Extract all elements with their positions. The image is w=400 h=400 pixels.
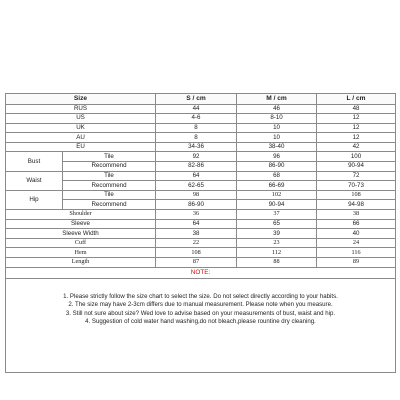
table-row bbox=[6, 133, 396, 143]
cell-m: 68 bbox=[237, 171, 317, 181]
cell-l: 89 bbox=[317, 258, 396, 268]
table-row bbox=[6, 200, 396, 210]
cell-s: 92 bbox=[156, 152, 237, 162]
cell-m: 10 bbox=[237, 133, 317, 143]
row-label: Tile bbox=[63, 152, 156, 162]
row-label: AU bbox=[6, 133, 156, 143]
note-body bbox=[6, 278, 396, 372]
cell-s: 87 bbox=[156, 258, 237, 268]
table-row bbox=[6, 104, 396, 114]
cell-l: 90-94 bbox=[317, 162, 396, 172]
cell-l: 108 bbox=[317, 190, 396, 200]
cell-m: 46 bbox=[237, 104, 317, 114]
row-label: Hem bbox=[6, 248, 156, 258]
table-row bbox=[6, 210, 396, 220]
cell-l: 48 bbox=[317, 104, 396, 114]
cell-s: 98 bbox=[156, 190, 237, 200]
row-label: Sleeve Width bbox=[6, 229, 156, 239]
cell-l: 24 bbox=[317, 238, 396, 248]
cell-s: 64 bbox=[156, 171, 237, 181]
cell-s: 38 bbox=[156, 229, 237, 239]
cell-m: 66-69 bbox=[237, 181, 317, 191]
cell-m: 86-90 bbox=[237, 162, 317, 172]
cell-s: 8 bbox=[156, 123, 237, 133]
table-row bbox=[6, 238, 396, 248]
cell-s: 64 bbox=[156, 219, 237, 229]
group-label-bust: Bust bbox=[6, 152, 63, 171]
cell-l: 66 bbox=[317, 219, 396, 229]
note-title-row bbox=[6, 267, 396, 278]
table-row bbox=[6, 171, 396, 181]
note-line-2: 2. The size may have 2-3cm differs due to manual measurement. Please note when you measure. bbox=[68, 301, 333, 309]
size-table bbox=[5, 93, 396, 373]
row-label: EU bbox=[6, 142, 156, 152]
row-label: Recommend bbox=[63, 162, 156, 172]
header-m: M / cm bbox=[237, 94, 317, 105]
cell-m: 39 bbox=[237, 229, 317, 239]
cell-s: 108 bbox=[156, 248, 237, 258]
cell-l: 116 bbox=[317, 248, 396, 258]
cell-l: 94-98 bbox=[317, 200, 396, 210]
cell-l: 12 bbox=[317, 114, 396, 124]
note-title: NOTE: bbox=[6, 267, 396, 278]
cell-m: 10 bbox=[237, 123, 317, 133]
cell-m: 38-40 bbox=[237, 142, 317, 152]
row-label: US bbox=[6, 114, 156, 124]
cell-s: 44 bbox=[156, 104, 237, 114]
row-label: UK bbox=[6, 123, 156, 133]
group-label-hip: Hip bbox=[6, 190, 63, 209]
table-row bbox=[6, 162, 396, 172]
row-label: Tile bbox=[63, 190, 156, 200]
row-label: Sleeve bbox=[6, 219, 156, 229]
cell-m: 102 bbox=[237, 190, 317, 200]
table-row bbox=[6, 248, 396, 258]
table-row bbox=[6, 152, 396, 162]
table-row bbox=[6, 229, 396, 239]
row-label: RUS bbox=[6, 104, 156, 114]
group-label-waist: Waist bbox=[6, 171, 63, 190]
table-row bbox=[6, 258, 396, 268]
row-label: Recommend bbox=[63, 200, 156, 210]
cell-m: 23 bbox=[237, 238, 317, 248]
cell-m: 8-10 bbox=[237, 114, 317, 124]
cell-l: 42 bbox=[317, 142, 396, 152]
cell-m: 112 bbox=[237, 248, 317, 258]
cell-l: 12 bbox=[317, 123, 396, 133]
row-label: Cuff bbox=[6, 238, 156, 248]
table-row bbox=[6, 114, 396, 124]
cell-m: 65 bbox=[237, 219, 317, 229]
header-l: L / cm bbox=[317, 94, 396, 105]
cell-s: 34-36 bbox=[156, 142, 237, 152]
header-s: S / cm bbox=[156, 94, 237, 105]
cell-l: 100 bbox=[317, 152, 396, 162]
cell-s: 22 bbox=[156, 238, 237, 248]
note-body-row bbox=[6, 278, 396, 372]
cell-m: 90-94 bbox=[237, 200, 317, 210]
header-size: Size bbox=[6, 94, 156, 105]
cell-l: 12 bbox=[317, 133, 396, 143]
cell-m: 96 bbox=[237, 152, 317, 162]
cell-l: 70-73 bbox=[317, 181, 396, 191]
table-row bbox=[6, 123, 396, 133]
cell-l: 72 bbox=[317, 171, 396, 181]
row-label: Shoulder bbox=[6, 210, 156, 220]
size-chart bbox=[5, 93, 395, 373]
cell-m: 88 bbox=[237, 258, 317, 268]
cell-s: 4-6 bbox=[156, 114, 237, 124]
row-label: Length bbox=[6, 258, 156, 268]
row-label: Recommend bbox=[63, 181, 156, 191]
note-line-4: 4. Suggestion of cold water hand washing,do not bleach,please rountine dry cleaning. bbox=[85, 318, 316, 326]
header-row bbox=[6, 94, 396, 105]
cell-l: 38 bbox=[317, 210, 396, 220]
table-row bbox=[6, 190, 396, 200]
cell-s: 62-65 bbox=[156, 181, 237, 191]
cell-s: 8 bbox=[156, 133, 237, 143]
cell-s: 86-90 bbox=[156, 200, 237, 210]
cell-m: 37 bbox=[237, 210, 317, 220]
cell-l: 40 bbox=[317, 229, 396, 239]
cell-s: 36 bbox=[156, 210, 237, 220]
table-row bbox=[6, 181, 396, 191]
cell-s: 82-86 bbox=[156, 162, 237, 172]
note-line-1: 1. Please strictly follow the size chart to select the size. Do not select directly according to your habits. bbox=[63, 292, 338, 300]
table-row bbox=[6, 219, 396, 229]
note-line-3: 3. Still not sure about size? Wed love to advise based on your measurements of bust, waist and hip. bbox=[65, 309, 336, 317]
table-row bbox=[6, 142, 396, 152]
row-label: Tile bbox=[63, 171, 156, 181]
